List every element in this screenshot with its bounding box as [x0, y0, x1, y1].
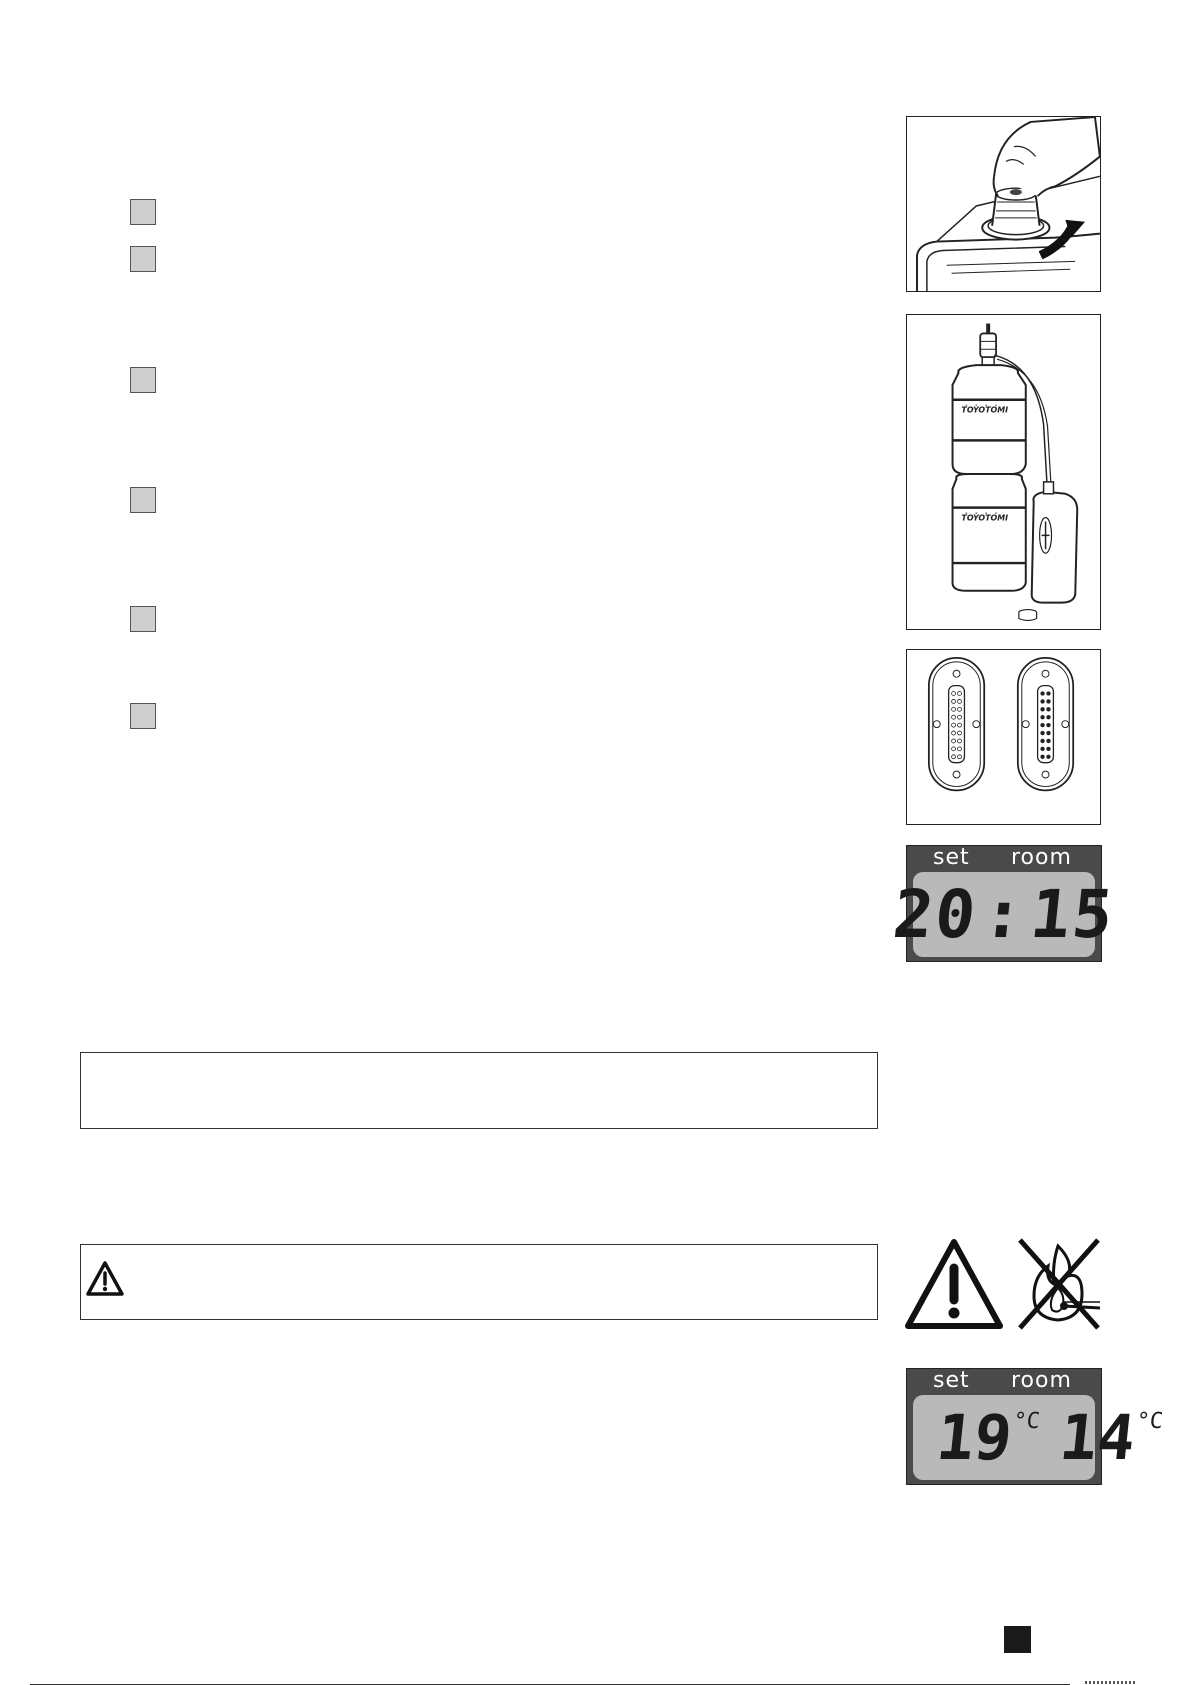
- lcd-time-hours: 20: [889, 876, 982, 953]
- bottle-brand-label-bottom: TOYOTOMI: [961, 513, 1009, 523]
- step-marker-6: [130, 703, 156, 729]
- warning-triangle-icon: [904, 1238, 1004, 1330]
- lcd-temp-header: [907, 1369, 1101, 1393]
- page-number-marker: [1004, 1626, 1031, 1653]
- warning-box: [80, 1244, 878, 1320]
- tank-cap-illustration: [907, 117, 1100, 291]
- lcd-time-minutes: 15: [1026, 876, 1119, 953]
- lcd-set-temperature: 19: [933, 1401, 1016, 1474]
- lcd-time-room-label: room: [1011, 845, 1072, 870]
- pump-buttons-illustration: [907, 650, 1100, 824]
- lcd-time-header: [907, 846, 1101, 870]
- step-marker-1: [130, 199, 156, 225]
- no-open-flame-icon: [1016, 1236, 1100, 1332]
- step-marker-2: [130, 246, 156, 272]
- lcd-time-set-label: set: [933, 845, 970, 870]
- pump-bottles-figure: [906, 314, 1101, 630]
- lcd-temp-display: [906, 1368, 1165, 1485]
- bottom-edge-mark: [1085, 1681, 1135, 1684]
- lcd-room-unit: °C: [1135, 1409, 1165, 1434]
- lcd-set-unit: °C: [1012, 1409, 1042, 1434]
- step-marker-5: [130, 606, 156, 632]
- lcd-room-temperature: 14: [1056, 1401, 1139, 1474]
- warning-icon: [86, 1261, 124, 1297]
- step-marker-3: [130, 367, 156, 393]
- pump-bottles-illustration: [907, 315, 1100, 629]
- step-marker-4: [130, 487, 156, 513]
- lcd-temp-set-label: set: [933, 1368, 970, 1393]
- note-box: [80, 1052, 878, 1129]
- lcd-time-screen: [889, 872, 1119, 957]
- bottle-brand-label-top: TOYOTOMI: [961, 405, 1009, 415]
- lcd-time-separator: :: [979, 876, 1029, 953]
- lcd-temp-screen: [913, 1395, 1165, 1480]
- lcd-temp-room-label: room: [1011, 1368, 1072, 1393]
- pump-buttons-figure: [906, 649, 1101, 825]
- tank-cap-figure: [906, 116, 1101, 292]
- lcd-time-display: [889, 845, 1119, 962]
